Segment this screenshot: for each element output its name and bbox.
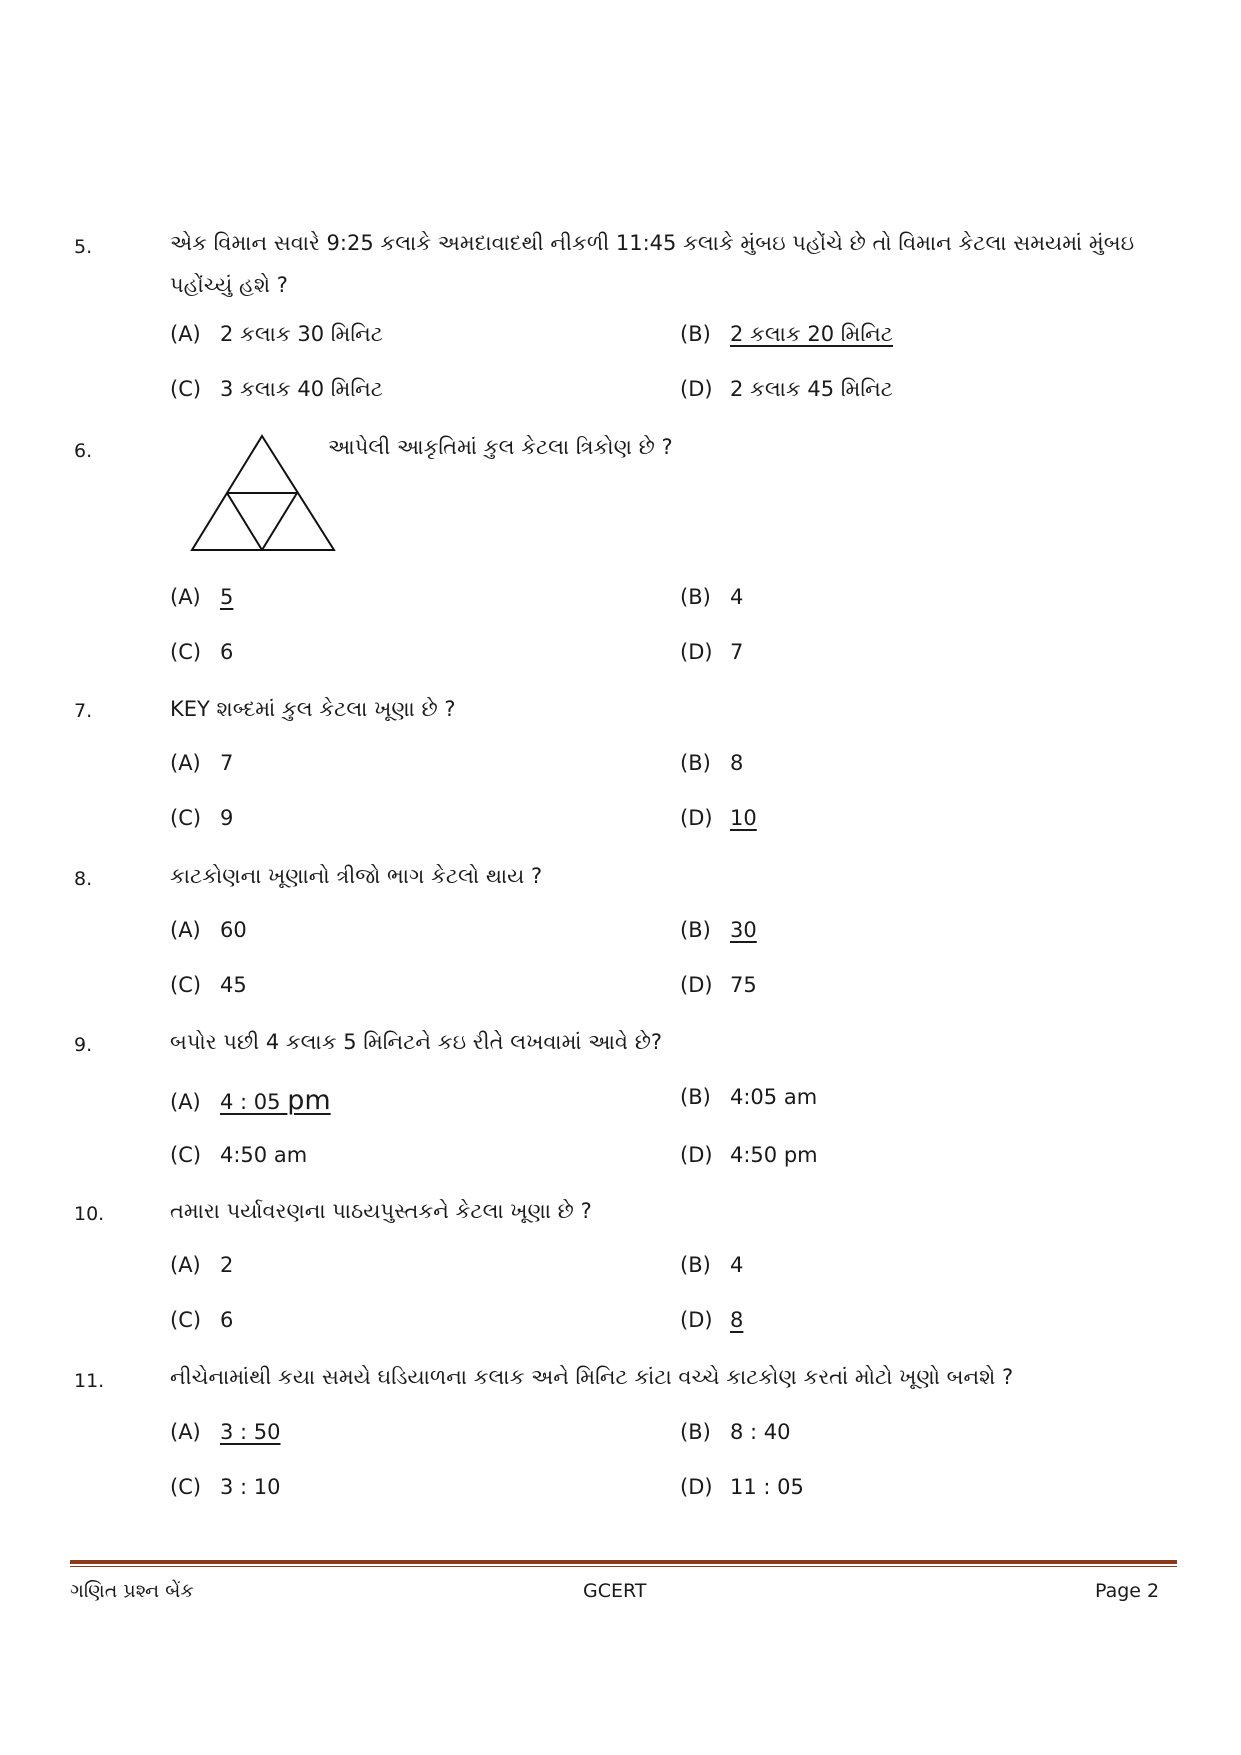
question-text: એક વિમાન સવારે 9:25 કલાકે અમદાવાદથી નીકળી 11:45 કલાકે મુંબઇ પહોંચે છે તો વિમાન કેટલા સમયમાં મુંબઇ પહોંચ્યું હશે ? [170, 231, 1135, 297]
question-text: આપેલી આકૃતિમાં કુલ કેટલા ત્રિકોણ છે ? [328, 435, 673, 459]
footer-divider-thin [70, 1566, 1177, 1567]
option-a: (A) 2 કલાક 30 મિનિટ [170, 322, 383, 346]
option-c: (C) 6 [170, 1308, 234, 1332]
question-number: 7. [74, 700, 93, 722]
option-a: (A) 2 [170, 1253, 234, 1277]
footer-book-title: ગણિત પ્રશ્ન બેંક [70, 1580, 194, 1602]
option-c: (C) 45 [170, 973, 247, 997]
option-d: (D) 75 [680, 973, 757, 997]
option-d: (D) 11 : 05 [680, 1475, 804, 1499]
option-a: (A) 7 [170, 751, 234, 775]
option-d: (D) 8 [680, 1308, 744, 1332]
option-b: (B) 4 [680, 585, 744, 609]
option-b: (B) 8 : 40 [680, 1420, 791, 1444]
option-b: (B) 8 [680, 751, 744, 775]
question-number: 9. [74, 1034, 93, 1056]
triangle-figure [190, 434, 340, 554]
question-text: તમારા પર્યાવરણના પાઠયપુસ્તકને કેટલા ખૂણા છે ? [170, 1199, 592, 1223]
option-d: (D) 10 [680, 806, 757, 830]
footer-divider [70, 1560, 1177, 1564]
option-d: (D) 7 [680, 640, 744, 664]
question-number: 6. [74, 440, 93, 462]
option-b: (B) 4:05 am [680, 1085, 818, 1109]
question-number: 10. [74, 1203, 105, 1225]
option-c: (C) 6 [170, 640, 234, 664]
option-a: (A) 5 [170, 585, 234, 609]
option-c: (C) 4:50 am [170, 1143, 308, 1167]
question-text: બપોર પછી 4 કલાક 5 મિનિટને કઇ રીતે લખવામાં આવે છે? [170, 1030, 663, 1054]
option-b: (B) 4 [680, 1253, 744, 1277]
option-d: (D) 4:50 pm [680, 1143, 818, 1167]
option-a: (A) 4 : 05 pm [170, 1085, 331, 1116]
option-a: (A) 60 [170, 918, 247, 942]
question-text: KEY શબ્દમાં કુલ કેટલા ખૂણા છે ? [170, 697, 456, 721]
option-c: (C) 3 કલાક 40 મિનિટ [170, 377, 383, 401]
question-number: 8. [74, 868, 93, 890]
footer-page-number: Page 2 [1095, 1580, 1160, 1602]
question-text: કાટકોણના ખૂણાનો ત્રીજો ભાગ કેટલો થાય ? [170, 864, 543, 888]
option-c: (C) 9 [170, 806, 234, 830]
question-text: નીચેનામાંથી કયા સમયે ઘડિયાળના કલાક અને મિનિટ કાંટા વચ્ચે કાટકોણ કરતાં મોટો ખૂણો બનશે ? [170, 1365, 1014, 1389]
option-c: (C) 3 : 10 [170, 1475, 281, 1499]
footer-publisher: GCERT [583, 1580, 647, 1602]
question-number: 5. [74, 236, 93, 258]
question-number: 11. [74, 1370, 105, 1392]
option-b: (B) 30 [680, 918, 757, 942]
option-a: (A) 3 : 50 [170, 1420, 281, 1444]
option-d: (D) 2 કલાક 45 મિનિટ [680, 377, 893, 401]
option-b: (B) 2 કલાક 20 મિનિટ [680, 322, 893, 346]
